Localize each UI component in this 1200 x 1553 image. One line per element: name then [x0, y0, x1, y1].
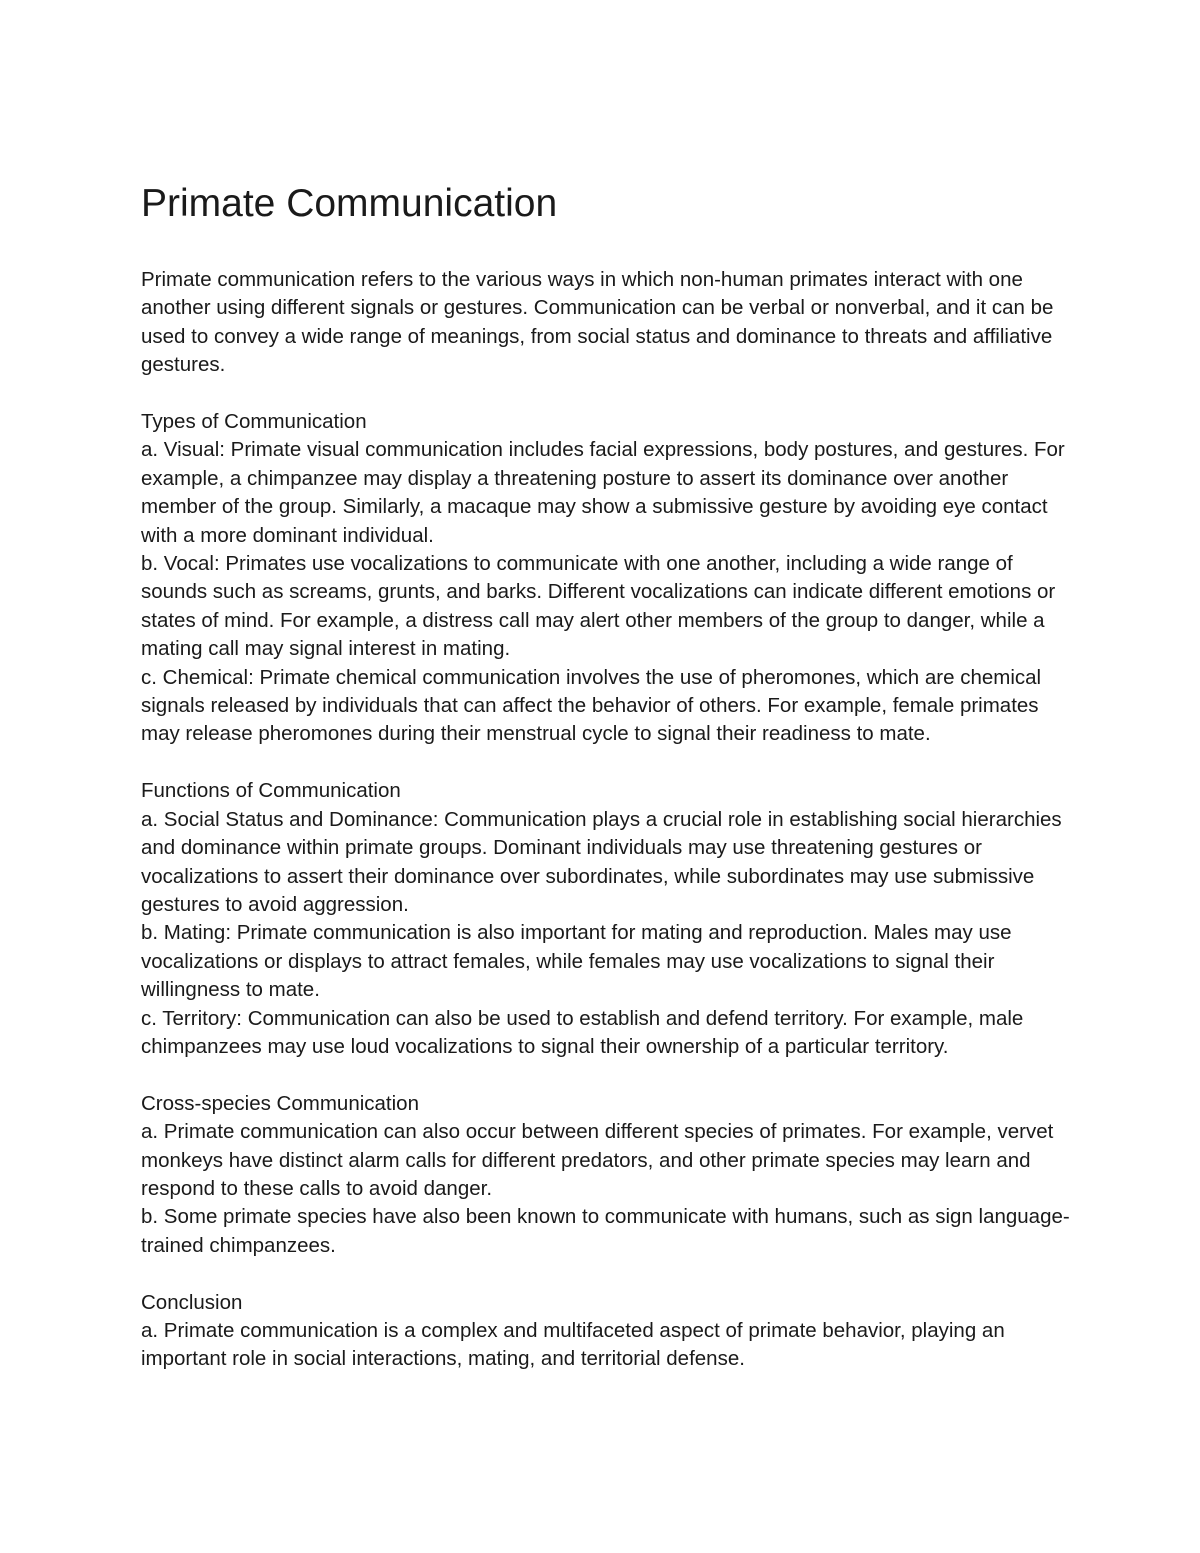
- section-cross-species-communication: [141, 1090, 1071, 1260]
- list-item: c. Territory: Communication can also be used to establish and defend territory. For example, male chimpanzees may use loud vocalizations to signal their ownership of a particular territory.: [141, 1006, 1024, 1058]
- list-item: a. Visual: Primate visual communication includes facial expressions, body postures, and gestures. For example, a chimpanzee may display a threatening posture to assert its dominance over another member of the group. Similarly, a macaque may show a submissive gesture by avoiding eye contact with a more dominant individual.: [141, 438, 1065, 547]
- list-item: c. Chemical: Primate chemical communication involves the use of pheromones, which are chemical signals released by individuals that can affect the behavior of others. For example, female primates may release pheromones during their menstrual cycle to signal their readiness to mate.: [141, 665, 1042, 746]
- list-item: b. Vocal: Primates use vocalizations to communicate with one another, including a wide range of sounds such as screams, grunts, and barks. Different vocalizations can indicate different emotions or states of mind. For example, a distress call may alert other members of the group to danger, while a mating call may signal interest in mating.: [141, 552, 1056, 661]
- section-heading: Conclusion: [141, 1290, 243, 1314]
- section-heading: Types of Communication: [141, 410, 367, 434]
- list-item: a. Social Status and Dominance: Communication plays a crucial role in establishing social hierarchies and dominance within primate groups. Dominant individuals may use threatening gestures or vocalizations to assert their dominance over subordinates, while subordinates may use submissive gestures to avoid aggression.: [141, 807, 1062, 916]
- document-page: [141, 180, 1071, 1374]
- section-heading: Cross-species Communication: [141, 1091, 419, 1115]
- list-item: a. Primate communication is a complex and multifaceted aspect of primate behavior, playing an important role in social interactions, mating, and territorial defense.: [141, 1318, 1005, 1371]
- document-title: Primate Communication: [141, 182, 558, 225]
- section-functions-of-communication: [141, 777, 1071, 1061]
- section-types-of-communication: [141, 408, 1071, 749]
- list-item: b. Mating: Primate communication is also important for mating and reproduction. Males may use vocalizations or displays to attract females, while females may use vocalizations to signal their willingness to mate.: [141, 921, 1012, 1002]
- list-item: a. Primate communication can also occur between different species of primates. For example, vervet monkeys have distinct alarm calls for different predators, and other primate species may learn and respond to these calls to avoid danger.: [141, 1120, 1054, 1200]
- intro-paragraph: Primate communication refers to the various ways in which non-human primates interact with one another using different signals or gestures. Communication can be verbal or nonverbal, and it can be used to convey a wide range of meanings, from social status and dominance to threats and affiliative gestures.: [141, 268, 1054, 377]
- section-heading: Functions of Communication: [141, 779, 401, 803]
- section-conclusion: [141, 1289, 1071, 1374]
- list-item: b. Some primate species have also been known to communicate with humans, such as sign language-trained chimpanzees.: [141, 1205, 1070, 1257]
